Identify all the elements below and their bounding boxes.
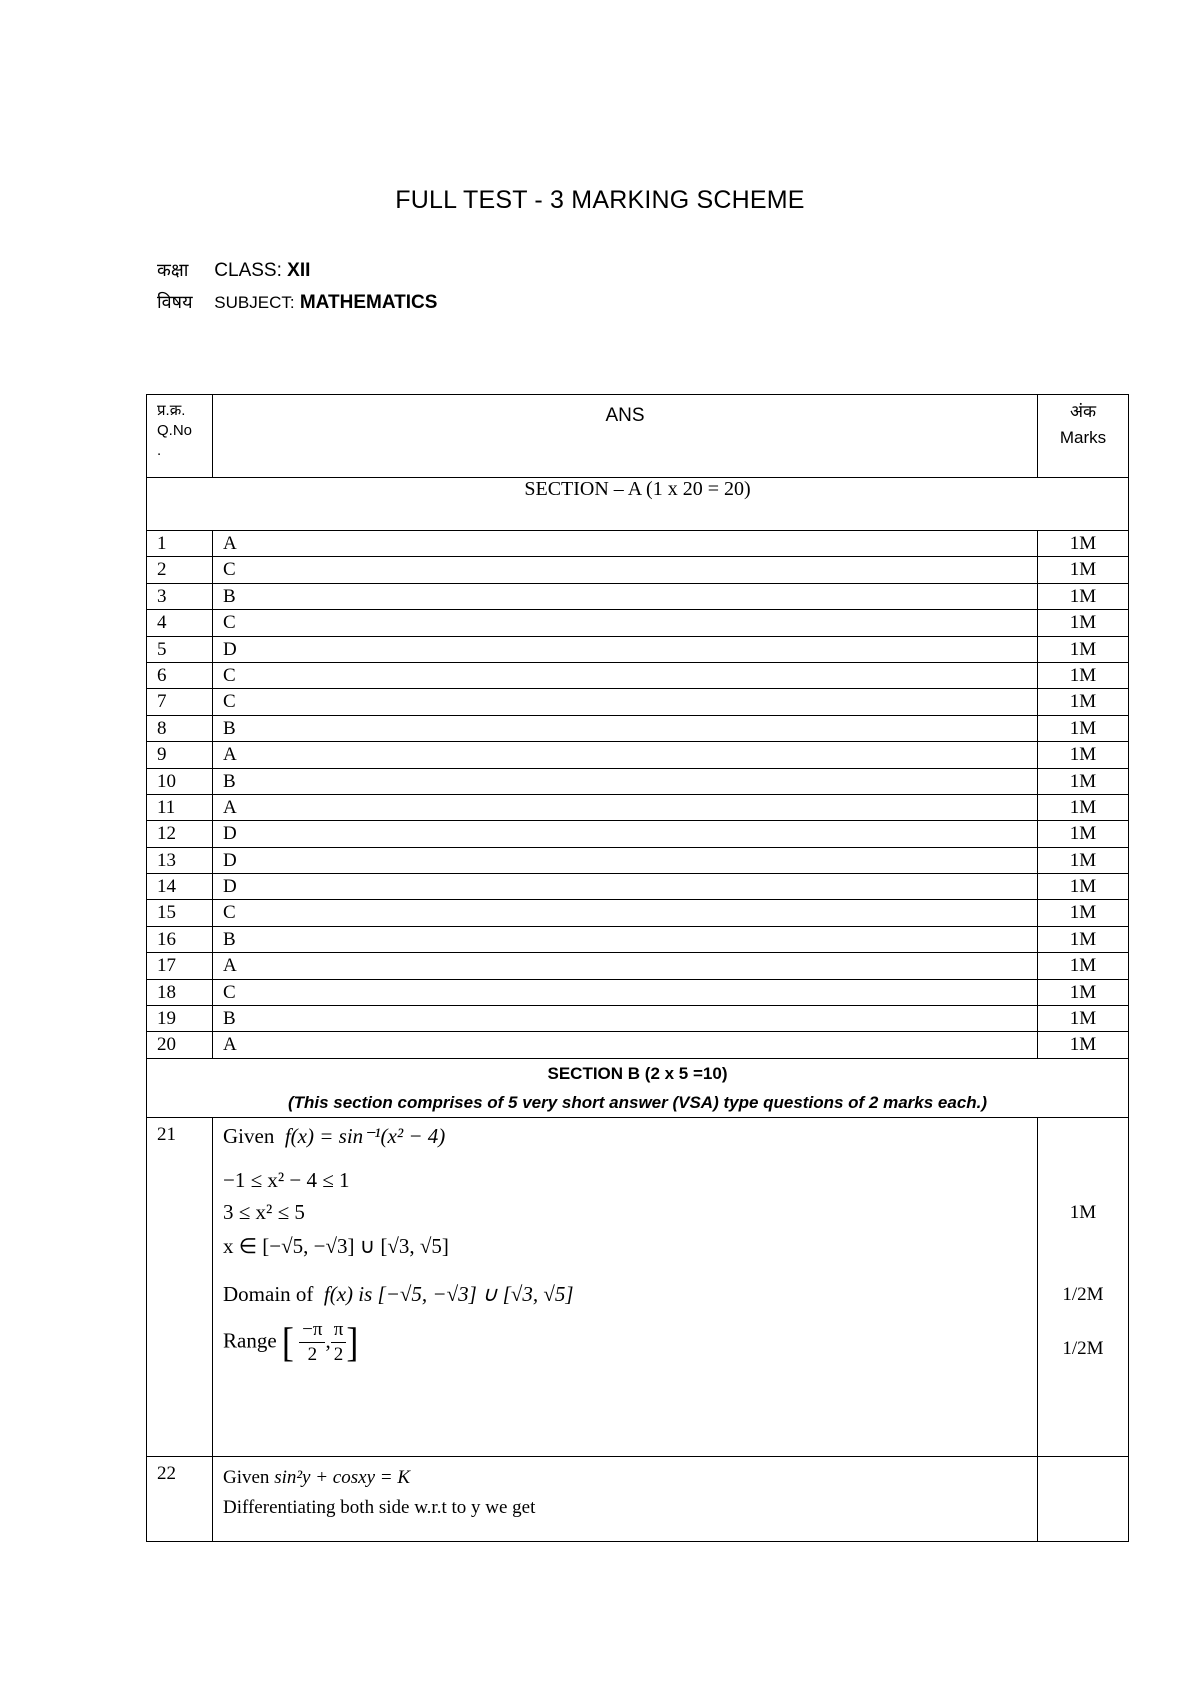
section-a-rows bbox=[147, 531, 1129, 1059]
section-a-title: SECTION – A (1 x 20 = 20) bbox=[147, 478, 1129, 531]
row-answer: A bbox=[213, 953, 1038, 979]
row-marks: 1M bbox=[1038, 531, 1129, 557]
header-qno bbox=[147, 395, 213, 478]
row-marks: 1M bbox=[1038, 794, 1129, 820]
header-qno-tail: . bbox=[157, 442, 162, 459]
row-qno: 4 bbox=[147, 610, 213, 636]
header-qno-label: Q.No bbox=[157, 422, 193, 439]
q21-range-lower-den: 2 bbox=[307, 1343, 318, 1365]
row-answer: B bbox=[213, 715, 1038, 741]
table-row bbox=[147, 715, 1129, 741]
row-marks: 1M bbox=[1038, 742, 1129, 768]
header-marks-hindi: अंक bbox=[1069, 402, 1097, 421]
table-row bbox=[147, 953, 1129, 979]
header-qno-hindi: प्र.क्र. bbox=[157, 402, 186, 419]
row-qno: 20 bbox=[147, 1032, 213, 1058]
q21-marks-step: 1M bbox=[1069, 1201, 1097, 1223]
row-qno: 11 bbox=[147, 794, 213, 820]
row-qno: 15 bbox=[147, 900, 213, 926]
table-row bbox=[147, 531, 1129, 557]
row-marks: 1M bbox=[1038, 953, 1129, 979]
q21-range-upper-num: π bbox=[331, 1318, 347, 1343]
q21-range-right-bracket: ] bbox=[346, 1319, 359, 1366]
question-22-row bbox=[147, 1456, 1129, 1541]
row-answer: D bbox=[213, 636, 1038, 662]
section-b-note: (This section comprises of 5 very short answer (VSA) type questions of 2 marks each.) bbox=[287, 1092, 988, 1112]
table-row bbox=[147, 1006, 1129, 1032]
row-qno: 9 bbox=[147, 742, 213, 768]
row-qno: 8 bbox=[147, 715, 213, 741]
q21-marks-domain: 1/2M bbox=[1062, 1283, 1104, 1305]
q22-line-2: Differentiating both side w.r.t to y we get bbox=[223, 1496, 536, 1518]
row-answer: B bbox=[213, 583, 1038, 609]
question-21-answer bbox=[213, 1117, 1038, 1456]
header-marks bbox=[1038, 395, 1129, 478]
row-marks: 1M bbox=[1038, 662, 1129, 688]
row-marks: 1M bbox=[1038, 900, 1129, 926]
q21-step-1: −1 ≤ x² − 4 ≤ 1 bbox=[223, 1167, 350, 1192]
row-qno: 16 bbox=[147, 926, 213, 952]
row-answer: B bbox=[213, 926, 1038, 952]
table-row bbox=[147, 874, 1129, 900]
row-answer: A bbox=[213, 531, 1038, 557]
table-row bbox=[147, 636, 1129, 662]
question-21-number: 21 bbox=[147, 1117, 213, 1456]
row-qno: 14 bbox=[147, 874, 213, 900]
subject-value: MATHEMATICS bbox=[299, 292, 438, 313]
row-qno: 18 bbox=[147, 979, 213, 1005]
table-row bbox=[147, 847, 1129, 873]
question-22-marks bbox=[1038, 1456, 1129, 1541]
row-qno: 17 bbox=[147, 953, 213, 979]
row-marks: 1M bbox=[1038, 847, 1129, 873]
row-qno: 6 bbox=[147, 662, 213, 688]
table-row bbox=[147, 662, 1129, 688]
marking-scheme-table bbox=[146, 394, 1129, 1542]
subject-hindi-label: विषय bbox=[157, 292, 193, 313]
row-answer: A bbox=[213, 794, 1038, 820]
row-answer: C bbox=[213, 689, 1038, 715]
row-qno: 7 bbox=[147, 689, 213, 715]
document-title: FULL TEST - 3 MARKING SCHEME bbox=[395, 186, 805, 214]
q21-given-expression: f(x) = sin⁻¹(x² − 4) bbox=[284, 1123, 446, 1148]
q21-range-lower-fraction bbox=[299, 1318, 325, 1367]
class-value: XII bbox=[287, 260, 311, 281]
q22-given-expression: sin²y + cosxy = K bbox=[274, 1466, 410, 1488]
section-b-heading-cell bbox=[147, 1058, 1129, 1117]
q21-marks-range: 1/2M bbox=[1062, 1337, 1104, 1359]
row-answer: B bbox=[213, 1006, 1038, 1032]
row-qno: 5 bbox=[147, 636, 213, 662]
table-row bbox=[147, 794, 1129, 820]
row-qno: 10 bbox=[147, 768, 213, 794]
q21-given-line bbox=[223, 1124, 445, 1149]
q21-step-2: 3 ≤ x² ≤ 5 bbox=[223, 1199, 305, 1224]
row-answer: C bbox=[213, 557, 1038, 583]
row-answer: C bbox=[213, 979, 1038, 1005]
q21-given-label: Given bbox=[223, 1123, 275, 1148]
q21-domain-line bbox=[223, 1282, 574, 1307]
row-marks: 1M bbox=[1038, 926, 1129, 952]
table-row bbox=[147, 610, 1129, 636]
section-b-title: SECTION B (2 x 5 =10) bbox=[547, 1063, 728, 1083]
header-ans: ANS bbox=[213, 395, 1038, 478]
q22-given-label: Given bbox=[223, 1466, 270, 1488]
row-marks: 1M bbox=[1038, 557, 1129, 583]
table-row bbox=[147, 900, 1129, 926]
q21-range-upper-fraction bbox=[331, 1318, 347, 1367]
row-answer: A bbox=[213, 742, 1038, 768]
row-qno: 2 bbox=[147, 557, 213, 583]
table-row bbox=[147, 821, 1129, 847]
row-answer: C bbox=[213, 662, 1038, 688]
q22-given-line bbox=[223, 1463, 1027, 1493]
row-marks: 1M bbox=[1038, 583, 1129, 609]
row-marks: 1M bbox=[1038, 610, 1129, 636]
q21-step-3: x ∈ [−√5, −√3] ∪ [√3, √5] bbox=[223, 1233, 449, 1258]
row-qno: 12 bbox=[147, 821, 213, 847]
question-22-number: 22 bbox=[147, 1456, 213, 1541]
row-answer: C bbox=[213, 900, 1038, 926]
subject-line bbox=[157, 290, 437, 314]
row-answer: B bbox=[213, 768, 1038, 794]
row-marks: 1M bbox=[1038, 689, 1129, 715]
class-line bbox=[157, 258, 310, 282]
row-marks: 1M bbox=[1038, 636, 1129, 662]
q21-range-left-bracket: [ bbox=[281, 1319, 294, 1366]
row-answer: D bbox=[213, 821, 1038, 847]
row-answer: A bbox=[213, 1032, 1038, 1058]
question-21-marks bbox=[1038, 1117, 1129, 1456]
table-row bbox=[147, 926, 1129, 952]
class-hindi-label: कक्षा bbox=[157, 260, 189, 281]
row-qno: 13 bbox=[147, 847, 213, 873]
header-marks-label: Marks bbox=[1059, 428, 1107, 447]
q21-range-line: Range [ $\frac{-\pi}{2}$ , $\frac{\pi}{2}$ ] bbox=[223, 1318, 359, 1366]
row-marks: 1M bbox=[1038, 979, 1129, 1005]
class-label: CLASS: bbox=[214, 260, 282, 281]
table-row bbox=[147, 742, 1129, 768]
row-qno: 1 bbox=[147, 531, 213, 557]
subject-label: SUBJECT: bbox=[214, 293, 295, 312]
table-header-row bbox=[147, 395, 1129, 478]
section-b-heading-row bbox=[147, 1058, 1129, 1117]
row-qno: 19 bbox=[147, 1006, 213, 1032]
q21-domain-label: Domain of bbox=[223, 1281, 314, 1306]
table-row bbox=[147, 1032, 1129, 1058]
row-answer: C bbox=[213, 610, 1038, 636]
question-21-row bbox=[147, 1117, 1129, 1456]
row-marks: 1M bbox=[1038, 874, 1129, 900]
row-marks: 1M bbox=[1038, 1006, 1129, 1032]
q21-range-upper-den: 2 bbox=[333, 1343, 344, 1365]
row-marks: 1M bbox=[1038, 1032, 1129, 1058]
table-row bbox=[147, 979, 1129, 1005]
q21-range-lower-num: −π bbox=[299, 1318, 325, 1343]
table-row bbox=[147, 583, 1129, 609]
q21-domain-expression: f(x) is [−√5, −√3] ∪ [√3, √5] bbox=[323, 1281, 574, 1306]
q21-range-label: Range bbox=[223, 1328, 277, 1353]
row-marks: 1M bbox=[1038, 821, 1129, 847]
row-answer: D bbox=[213, 874, 1038, 900]
row-qno: 3 bbox=[147, 583, 213, 609]
row-answer: D bbox=[213, 847, 1038, 873]
row-marks: 1M bbox=[1038, 715, 1129, 741]
question-22-answer bbox=[213, 1456, 1038, 1541]
table-row bbox=[147, 557, 1129, 583]
section-a-heading-row bbox=[147, 478, 1129, 531]
table-row bbox=[147, 689, 1129, 715]
row-marks: 1M bbox=[1038, 768, 1129, 794]
table-row bbox=[147, 768, 1129, 794]
